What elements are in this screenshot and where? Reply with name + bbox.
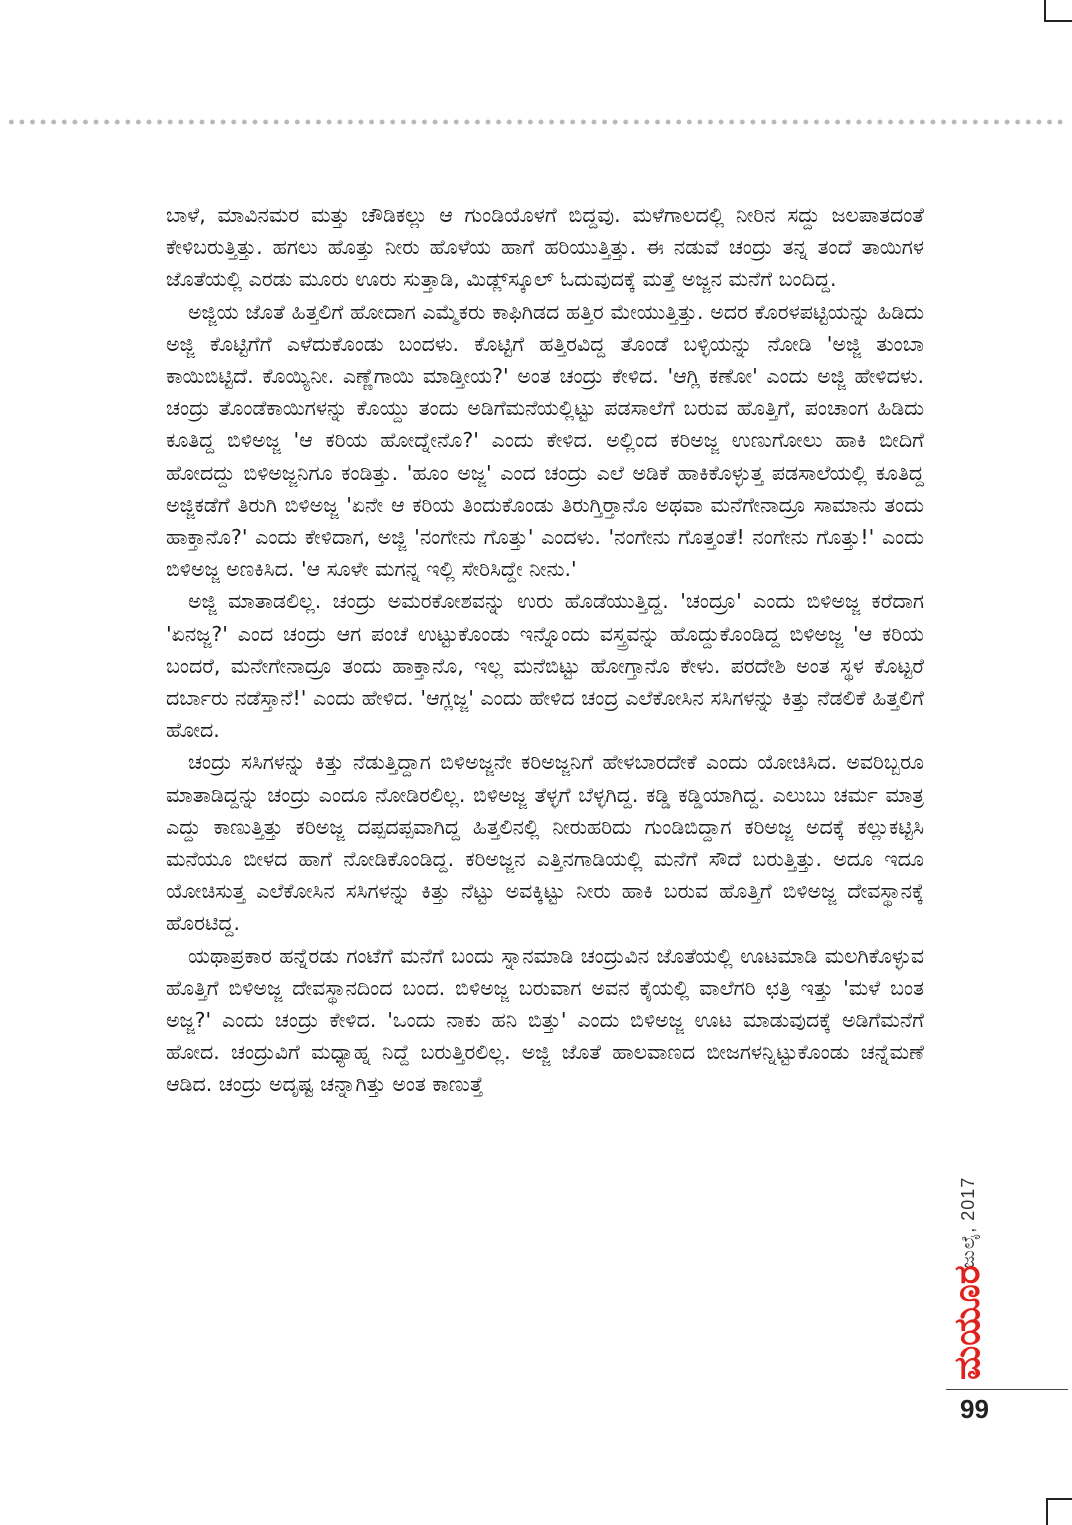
article-body — [166, 199, 924, 1101]
page-number: 99 — [960, 1394, 989, 1424]
paragraph-5: ಯಥಾಪ್ರಕಾರ ಹನ್ನೆರಡು ಗಂಟೆಗೆ ಮನೆಗೆ ಬಂದು ಸ್ನಾನಮಾಡಿ ಚಂದ್ರುವಿನ ಜೊತೆಯಲ್ಲಿ ಊಟಮಾಡಿ ಮಲಗಿಕೊಳ್ಳುವ ಹೊತ್ತಿಗೆ ಬಿಳಿಅಜ್ಜ ದೇವಸ್ಥಾನದಿಂದ ಬಂದ. ಬಿಳಿಅಜ್ಜ ಬರುವಾಗ ಅವನ ಕೈಯಲ್ಲಿ ವಾಲೆಗರಿ ಛತ್ರಿ ಇತ್ತು 'ಮಳೆ ಬಂತ ಅಜ್ಜ?' ಎಂದು ಚಂದ್ರು ಕೇಳಿದ. 'ಒಂದು ನಾಕು ಹನಿ ಬಿತ್ತು' ಎಂದು ಬಿಳಿಅಜ್ಜ ಊಟ ಮಾಡುವುದಕ್ಕೆ ಅಡಿಗೆಮನೆಗೆ ಹೋದ. ಚಂದ್ರುವಿಗೆ ಮಧ್ಯಾಹ್ನ ನಿದ್ದೆ ಬರುತ್ತಿರಲಿಲ್ಲ. ಅಜ್ಜಿ ಜೊತೆ ಹಾಲವಾಣದ ಬೀಜಗಳನ್ನಿಟ್ಟುಕೊಂಡು ಚನ್ನೆಮಣೆ ಆಡಿದ. ಚಂದ್ರು ಅದೃಷ್ಟ ಚನ್ನಾಗಿತ್ತು ಅಂತ ಕಾಣುತ್ತೆ — [166, 943, 924, 1097]
paragraph-4: ಚಂದ್ರು ಸಸಿಗಳನ್ನು ಕಿತ್ತು ನೆಡುತ್ತಿದ್ದಾಗ ಬಿಳಿಅಜ್ಜನೇ ಕರಿಅಜ್ಜನಿಗೆ ಹೇಳಬಾರದೇಕೆ ಎಂದು ಯೋಚಿಸಿದ. ಅವರಿಬ್ಬರೂ ಮಾತಾಡಿದ್ದನ್ನು ಚಂದ್ರು ಎಂದೂ ನೋಡಿರಲಿಲ್ಲ. ಬಿಳಿಅಜ್ಜ ತೆಳ್ಳಗೆ ಬೆಳ್ಳಗಿದ್ದ. ಕಡ್ಡಿ ಕಡ್ಡಿಯಾಗಿದ್ದ. ಎಲುಬು ಚರ್ಮ ಮಾತ್ರ ಎದ್ದು ಕಾಣುತ್ತಿತ್ತು ಕರಿಅಜ್ಜ ದಪ್ಪದಪ್ಪವಾಗಿದ್ದ ಹಿತ್ತಲಿನಲ್ಲಿ ನೀರುಹರಿದು ಗುಂಡಿಬಿದ್ದಾಗ ಕರಿಅಜ್ಜ ಅದಕ್ಕೆ ಕಲ್ಲುಕಟ್ಟಿಸಿ ಮನೆಯೂ ಬೀಳದ ಹಾಗೆ ನೋಡಿಕೊಂಡಿದ್ದ. ಕರಿಅಜ್ಜನ ಎತ್ತಿನಗಾಡಿಯಲ್ಲಿ ಮನೆಗೆ ಸೌದೆ ಬರುತ್ತಿತ್ತು. ಅದೂ ಇದೂ ಯೋಚಿಸುತ್ತ ಎಲೆಕೋಸಿನ ಸಸಿಗಳನ್ನು ಕಿತ್ತು ನೆಟ್ಟು ಅವಕ್ಕಿಟ್ಟು ನೀರು ಹಾಕಿ ಬರುವ ಹೊತ್ತಿಗೆ ಬಿಳಿಅಜ್ಜ ದೇವಸ್ಥಾನಕ್ಕೆ ಹೊರಟಿದ್ದ. — [166, 750, 924, 936]
magazine-sidebar — [944, 1118, 1000, 1378]
paragraph-1: ಬಾಳೆ, ಮಾವಿನಮರ ಮತ್ತು ಚೌಡಿಕಲ್ಲು ಆ ಗುಂಡಿಯೊಳಗೆ ಬಿದ್ದವು. ಮಳೆಗಾಲದಲ್ಲಿ ನೀರಿನ ಸದ್ದು ಜಲಪಾತದಂತೆ ಕೇಳಿಬರುತ್ತಿತ್ತು. ಹಗಲು ಹೊತ್ತು ನೀರು ಹೊಳೆಯ ಹಾಗೆ ಹರಿಯುತ್ತಿತ್ತು. ಈ ನಡುವೆ ಚಂದ್ರು ತನ್ನ ತಂದೆ ತಾಯಿಗಳ ಜೊತೆಯಲ್ಲಿ ಎರಡು ಮೂರು ಊರು ಸುತ್ತಾಡಿ, ಮಿಡ್ಲ್‌ಸ್ಕೂಲ್ ಓದುವುದಕ್ಕೆ ಮತ್ತೆ ಅಜ್ಜನ ಮನೆಗೆ ಬಂದಿದ್ದ. — [166, 203, 924, 292]
crop-mark-top — [1044, 0, 1072, 22]
magazine-logo: ಮಯೂರ — [947, 1265, 988, 1380]
page-number-rule — [946, 1389, 1068, 1390]
crop-mark-bottom — [1046, 1498, 1072, 1525]
paragraph-3: ಅಜ್ಜಿ ಮಾತಾಡಲಿಲ್ಲ. ಚಂದ್ರು ಅಮರಕೋಶವನ್ನು ಉರು ಹೊಡೆಯುತ್ತಿದ್ದ. 'ಚಂದ್ರೂ' ಎಂದು ಬಿಳಿಅಜ್ಜ ಕರೆದಾಗ 'ಏನಜ್ಜ?' ಎಂದ ಚಂದ್ರು ಆಗ ಪಂಚೆ ಉಟ್ಟುಕೊಂಡು ಇನ್ನೊಂದು ವಸ್ತ್ರವನ್ನು ಹೊದ್ದುಕೊಂಡಿದ್ದ ಬಿಳಿಅಜ್ಜ 'ಆ ಕರಿಯ ಬಂದರೆ, ಮನೇಗೇನಾದ್ರೂ ತಂದು ಹಾಕ್ತಾನೊ, ಇಲ್ಲ ಮನೆಬಿಟ್ಟು ಹೋಗ್ತಾನೊ ಕೇಳು. ಪರದೇಶಿ ಅಂತ ಸ್ಥಳ ಕೊಟ್ಟರೆ ದರ್ಬಾರು ನಡೆಸ್ತಾನೆ!' ಎಂದು ಹೇಳಿದ. 'ಆಗ್ಲಜ್ಜ' ಎಂದು ಹೇಳಿದ ಚಂದ್ರ ಎಲೆಕೋಸಿನ ಸಸಿಗಳನ್ನು ಕಿತ್ತು ನೆಡಲಿಕೆ ಹಿತ್ತಲಿಗೆ ಹೋದ. — [166, 589, 924, 743]
issue-date: ಜುಲೈ, 2017 — [958, 1176, 978, 1268]
paragraph-2: ಅಜ್ಜಿಯ ಜೊತೆ ಹಿತ್ತಲಿಗೆ ಹೋದಾಗ ಎಮ್ಮೆಕರು ಕಾಫಿಗಿಡದ ಹತ್ತಿರ ಮೇಯುತ್ತಿತ್ತು. ಅದರ ಕೊರಳಪಟ್ಟಿಯನ್ನು ಹಿಡಿದು ಅಜ್ಜಿ ಕೊಟ್ಟಿಗೆಗೆ ಎಳೆದುಕೊಂಡು ಬಂದಳು. ಕೊಟ್ಟಿಗೆ ಹತ್ತಿರವಿದ್ದ ತೊಂಡೆ ಬಳ್ಳಿಯನ್ನು ನೋಡಿ 'ಅಜ್ಜಿ ತುಂಬಾ ಕಾಯಿಬಿಟ್ಟಿದೆ. ಕೊಯ್ಯಿನೀ. ಎಣ್ಣೆಗಾಯಿ ಮಾಡ್ತೀಯ?' ಅಂತ ಚಂದ್ರು ಕೇಳಿದ. 'ಆಗ್ಲಿ ಕಣೋ' ಎಂದು ಅಜ್ಜಿ ಹೇಳಿದಳು. ಚಂದ್ರು ತೊಂಡೆಕಾಯಿಗಳನ್ನು ಕೊಯ್ದು ತಂದು ಅಡಿಗೆಮನೆಯಲ್ಲಿಟ್ಟು ಪಡಸಾಲೆಗೆ ಬರುವ ಹೊತ್ತಿಗೆ, ಪಂಚಾಂಗ ಹಿಡಿದು ಕೂತಿದ್ದ ಬಿಳಿಅಜ್ಜ 'ಆ ಕರಿಯ ಹೋದ್ನೇನೊ?' ಎಂದು ಕೇಳಿದ. ಅಲ್ಲಿಂದ ಕರಿಅಜ್ಜ ಉಣುಗೋಲು ಹಾಕಿ ಬೀದಿಗೆ ಹೋದದ್ದು ಬಿಳಿಅಜ್ಜನಿಗೂ ಕಂಡಿತ್ತು. 'ಹೂಂ ಅಜ್ಜ' ಎಂದ ಚಂದ್ರು ಎಲೆ ಅಡಿಕೆ ಹಾಕಿಕೊಳ್ಳುತ್ತ ಪಡಸಾಲೆಯಲ್ಲಿ ಕೂತಿದ್ದ ಅಜ್ಜಿಕಡೆಗೆ ತಿರುಗಿ ಬಿಳಿಅಜ್ಜ 'ಏನೇ ಆ ಕರಿಯ ತಿಂದುಕೊಂಡು ತಿರುಗ್ತಿರ್‍ತಾನೊ ಅಥವಾ ಮನೆಗೇನಾದ್ರೂ ಸಾಮಾನು ತಂದು ಹಾಕ್ತಾನೊ?' ಎಂದು ಕೇಳಿದಾಗ, ಅಜ್ಜಿ 'ನಂಗೇನು ಗೊತ್ತು' ಎಂದಳು. 'ನಂಗೇನು ಗೊತ್ತಂತೆ! ನಂಗೇನು ಗೊತ್ತು!' ಎಂದು ಬಿಳಿಅಜ್ಜ ಅಣಕಿಸಿದ. 'ಆ ಸೂಳೇ ಮಗನ್ನ ಇಲ್ಲಿ ಸೇರಿಸಿದ್ದೇ ನೀನು.' — [166, 299, 924, 582]
dotted-divider — [6, 119, 1068, 125]
